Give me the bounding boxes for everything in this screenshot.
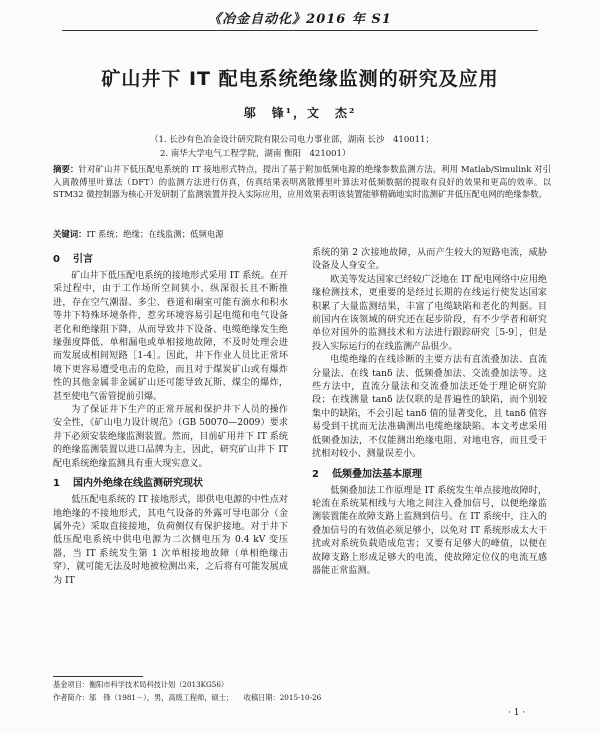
footnote-rule [53,676,143,677]
paragraph: 矿山井下低压配电系统的接地形式采用 IT 系统。在开采过程中，由于工作场所空间狭小、纵深很长且不断推进，存在空气潮湿、多尘、巷道和硐室可能有滴水和积水等井下特殊环境条件，惹劣环境容易引起电缆和电气设备老化和绝缘阻下降，从而导致井下设备、电缆绝缘发生绝缘强度降低、单相漏电或单相接地故障，不及时处理会进而发展成相间短路［1-4］。因此，井下作业人员比正常环境下更容易遭受电击的危险，而且对于煤炭矿山或有爆炸性的其他金属非金属矿山还可能导致瓦斯、煤尘的爆炸，甚至使电气雷管提前引爆。 [53,271,288,402]
section-number: 0 [53,254,60,265]
abstract-text: 针对矿山井下低压配电系统的 IT 接地形式特点，提出了基于附加低频电源的绝缘参数监测方法。利用 Matlab/Simulink 对引入离散傅里叶算法（DFT）的监测方法进行仿真，仿真结果表明离散傅里叶算法对低频数据的提取有良好的效果和更高的效率。以 STM32 微控制器为核心开发研制了监测装置并投入实际应用，应用效果表明该装置能够精确地实时监测矿井低压配电网的绝缘参数。 [53,164,551,199]
section-heading-status [53,477,288,491]
paragraph: 系统的第 2 次接地故障，从而产生较大的短路电流，威胁设备及人身安全。 [312,248,547,272]
section-title: 引言 [73,254,93,265]
keywords-label: 关键词： [53,229,87,239]
affiliation-2: 2. 南华大学电气工程学院，湖南 衡阳 421001） [160,149,351,159]
footnote-fund: 基金项目：衡阳市科学技术局科技计划（2013KG56） [53,680,229,689]
section-number: 1 [53,478,60,490]
keywords-text: IT 系统；绝缘；在线监测；低频电源 [86,229,224,239]
section-title: 国内外绝缘在线监测研究现状 [73,478,203,490]
section-number: 2 [312,468,319,480]
section-title: 低频叠加法基本原理 [332,468,422,480]
paper-title: 矿山井下 IT 配电系统绝缘监测的研究及应用 [101,68,499,90]
abstract [53,163,551,201]
footnote-author: 作者简介：邬 锋（1981－），男，高级工程师，硕士； 收稿日期：2015-10-26 [53,693,322,702]
section-heading-principle [312,468,547,482]
paragraph: 电缆绝缘的在线诊断的主要方法有直流叠加法、直流分量法、在线 tanδ 法、低频叠加法、交流叠加法等。这些方法中，直流分量法和交流叠加法还处于理论研究阶段；在线测量 tanδ 法仅联的是普遍性的缺陷，而个别较集中的缺陷，不会引起 tanδ 值的显著变化，且 tanδ 值容易受到干扰而无法准确测出电缆绝缘缺陷。本文考虑采用低频叠加法，不仅能测出绝缘电阻、对地电容，而且受干扰相对较小、测量误差小。 [312,355,547,460]
paragraph: 欧美等发达国家已经较广泛地在 IT 配电网络中应用绝缘检测技术，更重要的是经过长期的在线运行使发达国家积累了大量监测结果，丰富了电缆缺陷和老化的判据。目前国内在该领域的研究还在起步阶段，有不少学者和研究单位对国外的监测技术和方法进行跟踪研究［5-9］，但是投入实际运行的在线监测产品很少。 [312,274,547,352]
keywords [53,228,551,240]
left-column [53,247,288,588]
abstract-label: 摘要： [53,164,79,174]
affiliation-1: （1. 长沙有色冶金设计研究院有限公司电力事业部，湖南 长沙 410011； [150,135,434,145]
paragraph: 为了保证井下生产的正常开展和保护井下人员的操作安全性，《矿山电力设计规范》（GB 50070—2009）要求井下必须安装绝缘监测装置。然而，目前矿用井下 IT 系统的绝缘监测装置以进口品牌为主，因此，研究矿山井下 IT 配电系统绝缘监测具有重大现实意义。 [53,405,288,469]
paragraph: 低压配电系统的 IT 接地形式，即供电电源的中性点对地绝缘的不接地形式，其电气设备的外露可导电部分（金属外壳）采取直接接地，负荷侧仅有保护接地。对于井下低压配电系统中供电电源为二次侧电压为 0.4 kV 变压器，当 IT 系统发生第 1 次单相接地故障（单相绝缘击穿），就可能无法及时地被检测出来，之后将有可能发展成为 IT [53,495,288,586]
journal-header: 《冶金自动化》2016 年 S1 [208,12,392,27]
section-heading-introduction [53,253,288,267]
authors: 邬 锋¹，文 杰² [243,106,357,120]
paragraph: 低频叠加法工作原理是 IT 系统发生单点接地故障时，轮流在系统某相线与大地之间注入叠加信号，以便绝缘监测装置能在故障支路上监测到信号。在 IT 系统中，注入的叠加信号的有效值必须足够小，以免对 IT 系统形成太大干扰或对系统负载造成危害；又要有足够大的峰值，以便在故障支路上形成足够大的电流，使故障定位仪的电流互感器能正常监测。 [312,485,547,576]
page-number: · 1 · [508,708,526,718]
header-rule [62,30,538,31]
right-column [312,247,547,578]
